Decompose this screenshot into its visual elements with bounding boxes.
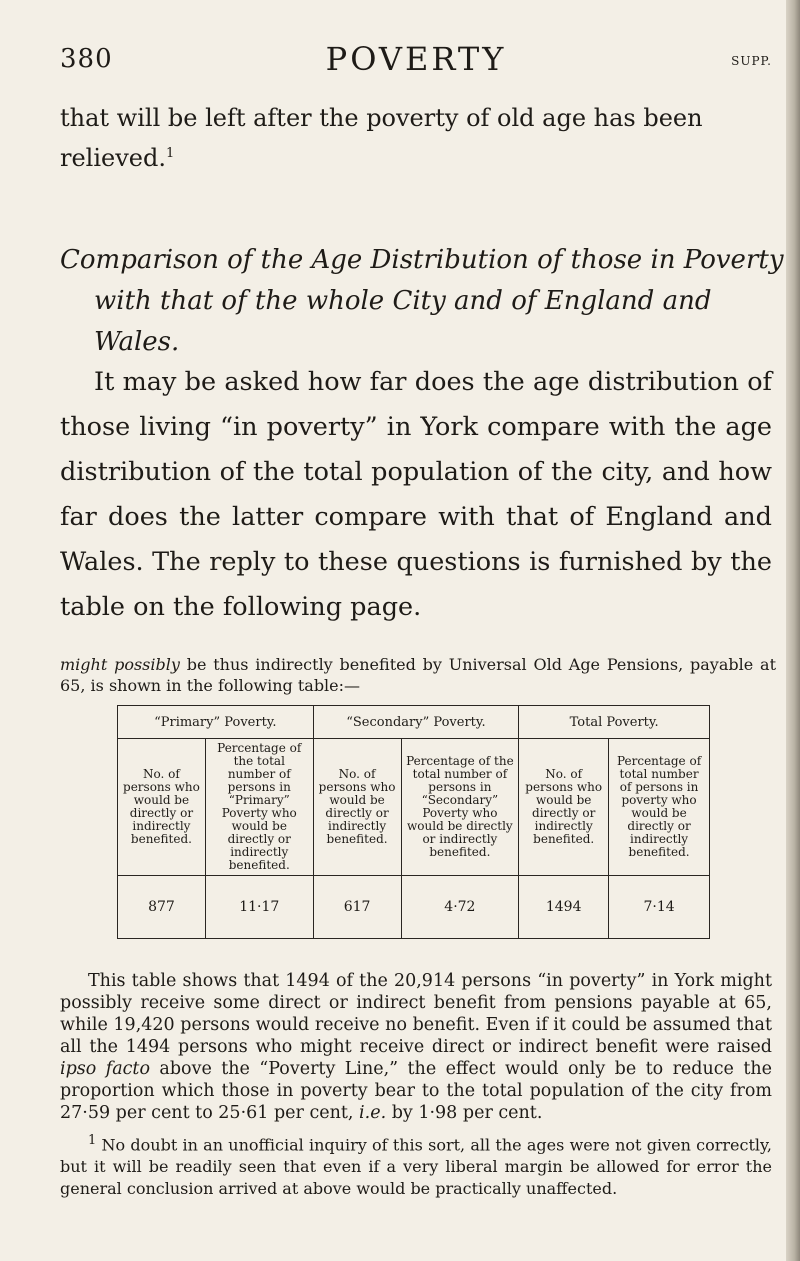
subheader-primary-count: No. of persons who would be directly or indirectly benefited. xyxy=(118,739,206,876)
body-paragraph-part2: above the “Poverty Line,” the effect would only be to reduce the proportion which those in poverty bear to the total population of the city from 27·59 per cent to 25·61 per cent, xyxy=(60,1059,772,1123)
cell-primary-percent: 11·17 xyxy=(205,876,313,939)
footnote-continuation-text: be thus indirectly benefited by Universal Old Age Pensions, payable at 65, is shown in the following table:— xyxy=(60,655,776,695)
table-group-header-row xyxy=(118,706,710,739)
group-header-total: Total Poverty. xyxy=(519,706,710,739)
subheader-total-percent: Percentage of total number of persons in poverty who would be directly or indirectly benefited. xyxy=(609,739,710,876)
opening-paragraph-text: that will be left after the poverty of old age has been relieved. xyxy=(60,104,703,172)
footnote-reference: 1 xyxy=(165,146,175,161)
pension-table xyxy=(117,705,710,939)
body-paragraph-italic2: i.e. xyxy=(359,1103,387,1123)
group-header-primary: “Primary” Poverty. xyxy=(118,706,314,739)
cell-total-count: 1494 xyxy=(519,876,609,939)
subheader-total-count: No. of persons who would be directly or indirectly benefited. xyxy=(519,739,609,876)
group-header-secondary: “Secondary” Poverty. xyxy=(313,706,519,739)
cell-total-percent: 7·14 xyxy=(609,876,710,939)
subheader-secondary-count: No. of persons who would be directly or indirectly benefited. xyxy=(313,739,401,876)
body-paragraph-part1: This table shows that 1494 of the 20,914 persons “in poverty” in York might possibly receive some direct or indirect benefit from pensions payable at 65, while 19,420 persons would receive no benefit. Even if it could be assumed that all the 1494 persons who might receive direct or indirect benefit were raised xyxy=(60,971,772,1057)
page-edge xyxy=(786,0,800,1261)
table-subheader-row xyxy=(118,739,710,876)
footnote-text: No doubt in an unofficial inquiry of this sort, all the ages were not given correctly, but it will be readily seen that even if a very liberal margin be allowed for error the general conclusion arrived at above would be practically unaffected. xyxy=(60,1135,772,1199)
cell-primary-count: 877 xyxy=(118,876,206,939)
footnote-continuation xyxy=(60,654,776,696)
opening-paragraph xyxy=(60,100,772,176)
subheader-secondary-percent: Percentage of the total number of persons in “Secondary” Poverty who would be directly or indirectly benefited. xyxy=(401,739,519,876)
footnote-marker: 1 xyxy=(88,1133,97,1148)
header-right-label: SUPP. xyxy=(731,54,772,68)
body-paragraph xyxy=(60,970,772,1124)
page-header xyxy=(60,38,772,78)
body-paragraph-italic: ipso facto xyxy=(60,1059,150,1079)
page-number: 380 xyxy=(60,44,113,74)
subheader-primary-percent: Percentage of the total number of persons in “Primary” Poverty who would be directly or indirectly benefited. xyxy=(205,739,313,876)
table-row xyxy=(118,876,710,939)
section-heading: Comparison of the Age Distribution of those in Poverty with that of the whole City and of England and Wales. xyxy=(60,245,784,357)
body-paragraph-part3: by 1·98 per cent. xyxy=(386,1103,543,1123)
footnote-continuation-italic: might possibly xyxy=(60,655,180,674)
footnote xyxy=(60,1130,772,1200)
cell-secondary-percent: 4·72 xyxy=(401,876,519,939)
running-head: POVERTY xyxy=(325,40,507,78)
main-paragraph: It may be asked how far does the age distribution of those living “in poverty” in York compare with the age distribution of the total population of the city, and how far does the latter compare with that of England and Wales. The reply to these questions is furnished by the table on the following page. xyxy=(60,367,772,622)
cell-secondary-count: 617 xyxy=(313,876,401,939)
